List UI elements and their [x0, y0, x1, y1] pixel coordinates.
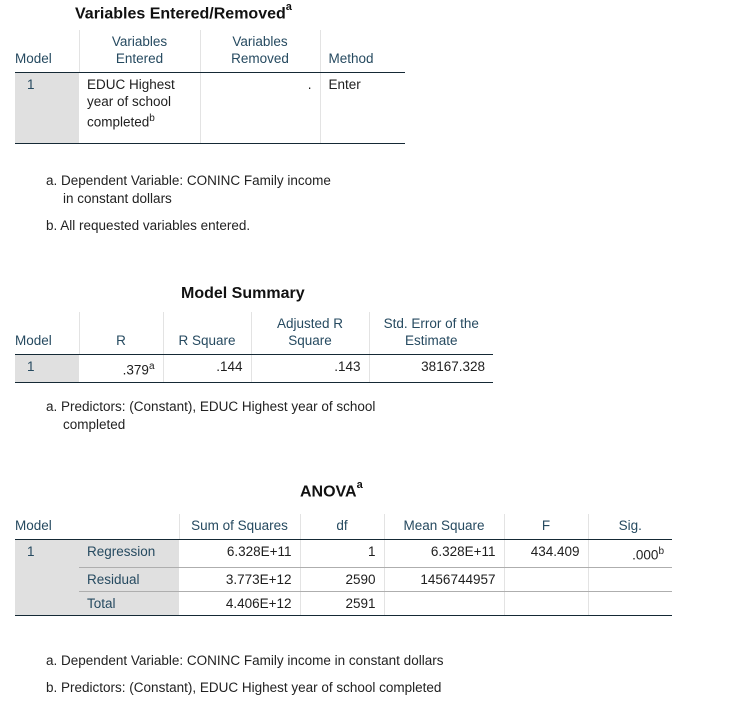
- col-header-source: [79, 514, 179, 540]
- model-summary-title: Model Summary: [181, 285, 305, 302]
- row-label-residual: Residual: [79, 567, 179, 591]
- r-square-cell: .144: [163, 355, 251, 383]
- table-row: [15, 355, 493, 383]
- col-header-variables-entered: Variables Entered: [79, 30, 200, 73]
- col-header-model: Model: [15, 30, 79, 73]
- std-error-cell: 38167.328: [369, 355, 493, 383]
- variables-table: [15, 30, 405, 144]
- col-header-mean-square: Mean Square: [384, 514, 504, 540]
- anova-title: ANOVA$^a$: [300, 479, 363, 501]
- variables-table-title: [75, 3, 292, 23]
- col-header-sig: Sig.: [588, 514, 672, 540]
- col-header-model: Model: [15, 514, 79, 540]
- table-row: [15, 591, 672, 615]
- col-header-r-square: R Square: [163, 312, 251, 355]
- variables-table-title-footnote: a: [285, 1, 292, 13]
- anova-note-b: b. Predictors: (Constant), EDUC Highest year of school completed: [46, 680, 442, 695]
- variables-table-wrap: [15, 30, 405, 144]
- sig-cell: .000$^b$: [588, 540, 672, 568]
- df-cell: 1: [300, 540, 384, 568]
- table-row: [15, 567, 672, 591]
- anova-wrap: [15, 514, 672, 616]
- col-header-df: df: [300, 514, 384, 540]
- variables-entered-cell: EDUC Highest year of school completed$^b$: [79, 73, 200, 144]
- r-cell: .379$^a$: [79, 355, 163, 383]
- col-header-variables-removed: Variables Removed: [200, 30, 320, 73]
- col-header-r: R: [79, 312, 163, 355]
- adjusted-r-square-cell: .143: [251, 355, 369, 383]
- model-summary-wrap: [15, 312, 493, 383]
- model-summary-table: [15, 312, 493, 383]
- variables-table-title-text: Variables Entered/Removed: [75, 5, 286, 23]
- method-cell: Enter: [320, 73, 405, 144]
- col-header-sum-of-squares: Sum of Squares: [179, 514, 300, 540]
- table-row: [15, 540, 672, 568]
- col-header-std-error: Std. Error of the Estimate: [369, 312, 493, 355]
- row-label-total: Total: [79, 591, 179, 615]
- col-header-f: F: [504, 514, 588, 540]
- row-label-regression: Regression: [79, 540, 179, 568]
- ms-cell: 1456744957: [384, 567, 504, 591]
- variables-note-a: a. Dependent Variable: CONINC Family income in constant dollars: [46, 173, 331, 206]
- table-row: [15, 73, 405, 144]
- sig-cell: [588, 567, 672, 591]
- variables-removed-cell: .: [200, 73, 320, 144]
- model-summary-note-a: a. Predictors: (Constant), EDUC Highest year of school completed: [46, 399, 376, 432]
- model-cell: 1: [15, 355, 79, 383]
- anova-table: [15, 514, 672, 616]
- ss-cell: 3.773E+12: [179, 567, 300, 591]
- ms-cell: 6.328E+11: [384, 540, 504, 568]
- ss-cell: 6.328E+11: [179, 540, 300, 568]
- col-header-method: Method: [320, 30, 405, 73]
- model-cell: 1: [15, 540, 79, 616]
- ms-cell: [384, 591, 504, 615]
- df-cell: 2590: [300, 567, 384, 591]
- model-cell: 1: [15, 73, 79, 144]
- col-header-adjusted-r-square: Adjusted R Square: [251, 312, 369, 355]
- ss-cell: 4.406E+12: [179, 591, 300, 615]
- sig-cell: [588, 591, 672, 615]
- f-cell: 434.409: [504, 540, 588, 568]
- df-cell: 2591: [300, 591, 384, 615]
- f-cell: [504, 591, 588, 615]
- col-header-model: Model: [15, 312, 79, 355]
- f-cell: [504, 567, 588, 591]
- anova-note-a: a. Dependent Variable: CONINC Family income in constant dollars: [46, 653, 444, 668]
- variables-note-b: b. All requested variables entered.: [46, 218, 251, 233]
